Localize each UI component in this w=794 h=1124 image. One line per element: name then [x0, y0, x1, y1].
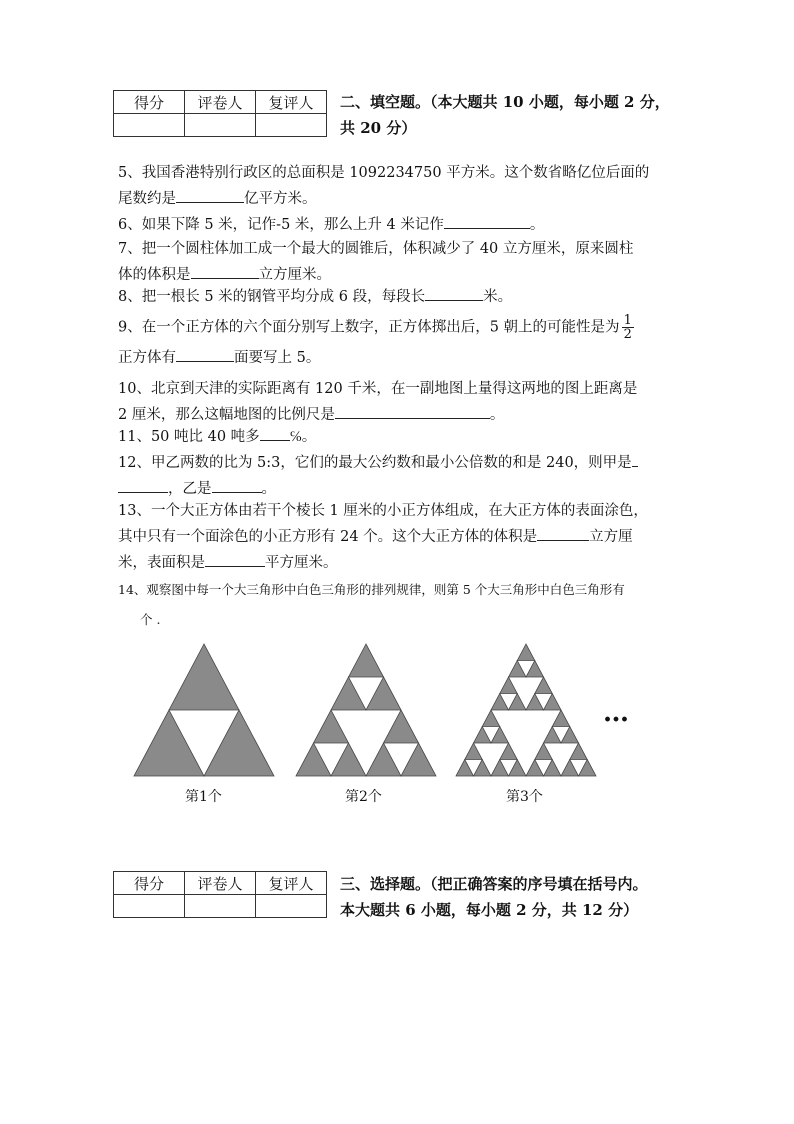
- question-10: 10、北京到天津的实际距离有 120 千米，在一副地图上量得这两地的图上距离是 2 厘米，那么这幅地图的比例尺是 。: [118, 381, 638, 423]
- section3-title: 三、选择题。（把正确答案的序号填在括号内。 本大题共 6 小题，每小题 2 分，共 12 分）: [340, 875, 648, 919]
- answer-blank[interactable]: [444, 212, 530, 229]
- score-header: 得分: [114, 872, 185, 895]
- question-6: 6、如果下降 5 米，记作-5 米，那么上升 4 米记作 。: [118, 212, 698, 238]
- reviewer-cell[interactable]: [256, 114, 327, 137]
- score-table-section2: [113, 90, 327, 137]
- sierpinski-figure: [120, 640, 640, 780]
- reviewer-header: 复评人: [256, 91, 327, 114]
- answer-blank[interactable]: [191, 262, 259, 279]
- question-7: 7、把一个圆柱体加工成一个最大的圆锥后，体积减少了 40 立方厘米，原来圆柱 体的体积是 立方厘米。: [118, 241, 634, 283]
- question-14: 14、观察图中每一个大三角形中白色三角形的排列规律，则第 5 个大三角形中白色三角形有 个 .: [118, 582, 625, 627]
- caption-2: 第2个: [345, 789, 382, 805]
- grader-cell[interactable]: [185, 114, 256, 137]
- grader-cell[interactable]: [185, 895, 256, 918]
- answer-blank[interactable]: [425, 284, 483, 301]
- score-cell[interactable]: [114, 114, 185, 137]
- caption-3: 第3个: [506, 789, 543, 805]
- answer-blank[interactable]: [537, 524, 589, 541]
- answer-blank[interactable]: [212, 476, 262, 493]
- answer-blank[interactable]: [260, 424, 290, 441]
- question-12: 12、甲乙两数的比为 5:3，它们的最大公约数和最小公倍数的和是 240，则甲是 ，乙是 。: [118, 450, 698, 502]
- answer-blank[interactable]: [205, 550, 265, 567]
- answer-blank[interactable]: [118, 476, 168, 493]
- question-9: 9、在一个正方体的六个面分别写上数字，正方体掷出后，5 朝上的可能性是为 $\frac{1}{2}$ 正方体有 面要写上 5。: [118, 313, 632, 366]
- answer-blank[interactable]: [176, 186, 244, 203]
- question-8: 8、把一根长 5 米的钢管平均分成 6 段，每段长 米。: [118, 284, 698, 310]
- grader-header: 评卷人: [185, 91, 256, 114]
- fraction-one-half: $\frac{1}{2}$: [623, 313, 632, 342]
- question-13: 13、一个大正方体由若干个棱长 1 厘米的小正方体组成，在大正方体的表面涂色， 其中只有一个面涂色的小正方形有 24 个。这个大正方体的体积是 立方厘 米，表面积是 平方厘米。: [118, 503, 648, 571]
- question-11: 11、50 吨比 40 吨多 ℅。: [118, 424, 698, 450]
- score-header: 得分: [114, 91, 185, 114]
- caption-1: 第1个: [185, 789, 222, 805]
- answer-blank[interactable]: [632, 450, 638, 467]
- answer-blank[interactable]: [335, 402, 490, 419]
- score-table-section3: [113, 871, 327, 918]
- ellipsis: …: [603, 698, 630, 728]
- section2-title: 二、填空题。（本大题共 10 小题，每小题 2 分， 共 20 分）: [340, 93, 670, 137]
- reviewer-cell[interactable]: [256, 895, 327, 918]
- score-cell[interactable]: [114, 895, 185, 918]
- grader-header: 评卷人: [185, 872, 256, 895]
- reviewer-header: 复评人: [256, 872, 327, 895]
- question-5: 5、我国香港特别行政区的总面积是 1092234750 平方米。这个数省略亿位后面的 尾数约是 亿平方米。: [118, 165, 650, 207]
- answer-blank[interactable]: [176, 345, 234, 362]
